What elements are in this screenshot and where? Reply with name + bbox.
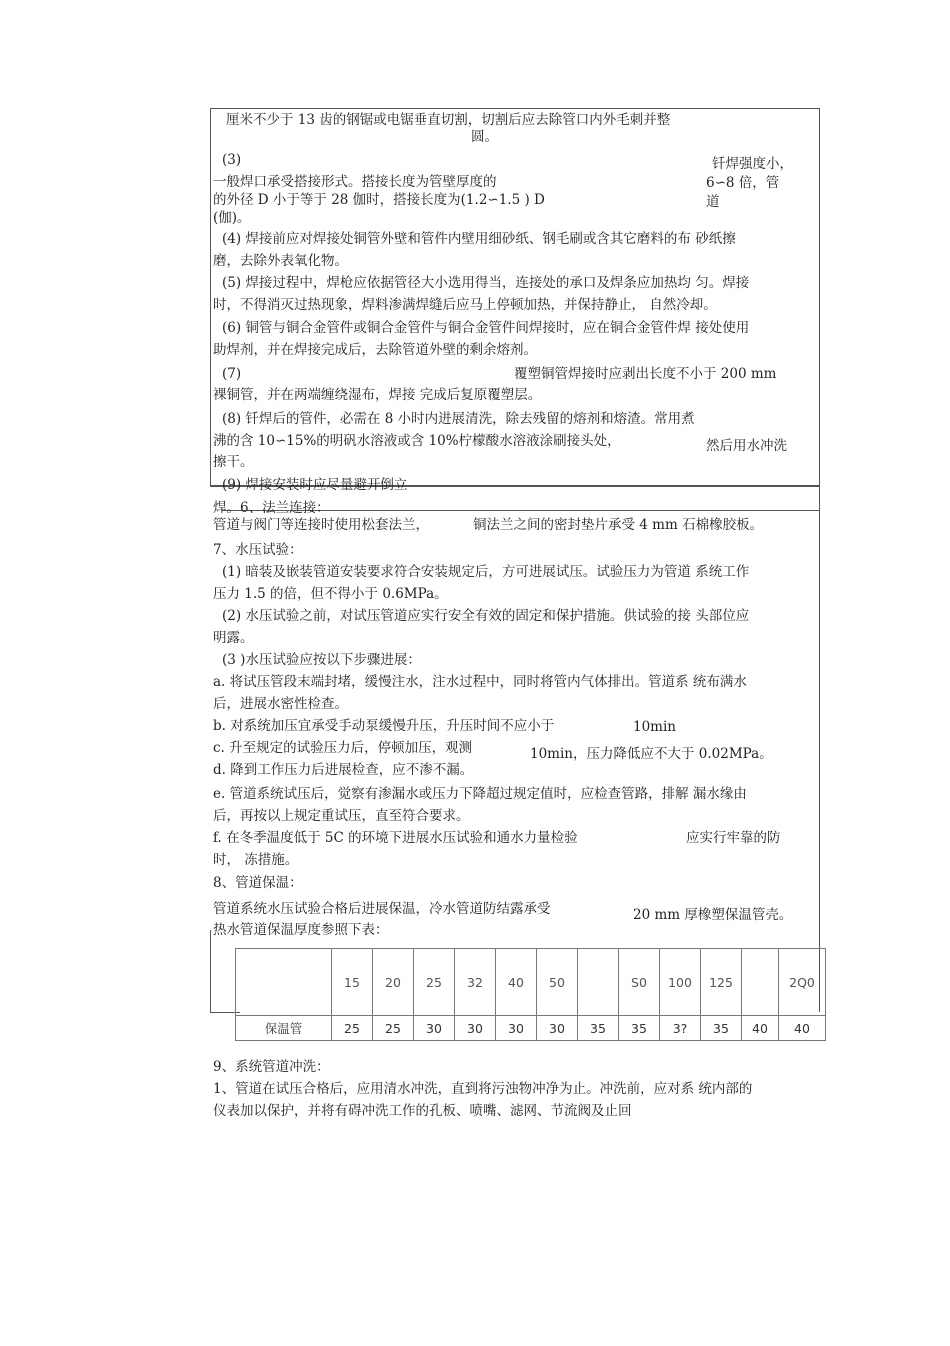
text-line: 8、管道保温： <box>213 875 303 891</box>
text-line: 7、水压试验： <box>213 542 303 558</box>
table-cell: 125 <box>701 949 742 1016</box>
table-row <box>236 949 826 1016</box>
table-cell: 25 <box>414 949 455 1016</box>
table-cell: 100 <box>660 949 701 1016</box>
text-line: 圆。 <box>471 129 498 145</box>
table-cell: 35 <box>619 1016 660 1041</box>
table-cell: 20 <box>373 949 414 1016</box>
text-line: (4) 焊接前应对焊接处铜管外壁和管件内壁用细砂纸、钢毛刷或含其它磨料的布 砂纸擦 <box>222 231 736 247</box>
text-line: 裸铜管，并在两端缠绕湿布，焊接 完成后复原覆塑层。 <box>213 387 542 403</box>
text-line: b. 对系统加压宜承受手动泵缓慢升压，升压时间不应小于 <box>213 718 555 734</box>
text-line: 压力 1.5 的倍，但不得小于 0.6MPa。 <box>213 586 448 602</box>
text-line: 铜法兰之间的密封垫片承受 4 mm 石棉橡胶板。 <box>473 517 764 533</box>
table-cell: 25 <box>332 1016 373 1041</box>
text-line: 20 mm 厚橡塑保温管壳。 <box>633 907 793 923</box>
text-line: 1、管道在试压合格后，应用清水冲洗，直到将污浊物冲净为止。冲洗前，应对系 统内部的 <box>213 1081 753 1097</box>
table-cell: 32 <box>455 949 496 1016</box>
text-line: (1) 暗装及嵌装管道安装要求符合安装规定后，方可进展试压。试验压力为管道 系统工作 <box>222 564 750 580</box>
table-cell <box>236 949 332 1016</box>
text-line: f. 在冬季温度低于 5C 的环境下进展水压试验和通水力量检验 <box>213 830 578 846</box>
text-line: (6) 铜管与铜合金管件或铜合金管件与铜合金管件间焊接时，应在铜合金管件焊 接处使用 <box>222 320 750 336</box>
text-line: 道 <box>706 194 720 210</box>
table-cell: 35 <box>578 1016 619 1041</box>
table-cell: 25 <box>373 1016 414 1041</box>
text-line: 时，不得消灭过热现象，焊料渗满焊缝后应马上停顿加热，并保持静止， 自然冷却。 <box>213 297 717 313</box>
table-cell: 3? <box>660 1016 701 1041</box>
table-cell: 30 <box>455 1016 496 1041</box>
text-line: 焊。6、法兰连接： <box>213 500 330 516</box>
text-line: 时， 冻措施。 <box>213 852 299 868</box>
text-line: 9、系统管道冲洗： <box>213 1059 330 1075</box>
text-line: d. 降到工作压力后进展检查，应不渗不漏。 <box>213 762 474 778</box>
text-line: (8) 钎焊后的管件，必需在 8 小时内进展清洗，除去残留的熔剂和熔渣。常用煮 <box>222 411 695 427</box>
table-cell: S0 <box>619 949 660 1016</box>
text-line: (9) 焊接安装时应尽量避开倒立 <box>222 477 408 493</box>
text-line: 的外径 D 小于等于 28 伽时，搭接长度为(1.2∽1.5 ) D <box>213 192 545 208</box>
text-line: (7) <box>222 366 242 382</box>
text-line: 然后用水冲洗 <box>706 438 787 454</box>
text-line: 磨，去除外表氧化物。 <box>213 253 348 269</box>
table-cell: 40 <box>779 1016 826 1041</box>
table-cell: 50 <box>537 949 578 1016</box>
text-line: 10min，压力降低应不大于 0.02MPa。 <box>530 746 773 762</box>
frame-left-lower <box>210 930 211 1012</box>
table-cell: 40 <box>496 949 537 1016</box>
text-line: (5) 焊接过程中，焊枪应依据管径大小选用得当，连接处的承口及焊条应加热均 匀。焊接 <box>222 275 750 291</box>
table-cell: 保温管 <box>236 1016 332 1041</box>
text-line: 钎焊强度小， <box>712 156 793 172</box>
insulation-thickness-table <box>235 948 826 1041</box>
text-line: 后，进展水密性检查。 <box>213 696 348 712</box>
text-line: 管道与阀门等连接时使用松套法兰， <box>213 517 429 533</box>
text-line: (3 )水压试验应按以下步骤进展： <box>222 652 421 668</box>
text-line: 10min <box>633 719 676 735</box>
text-line: 6∽8 倍，管 <box>706 175 780 191</box>
text-line: 沸的含 10∽15%的明矾水溶液或含 10%柠檬酸水溶液涂刷接头处， <box>213 433 621 449</box>
text-line: 仪表加以保护，并将有碍冲洗工作的孔板、喷嘴、滤网、节流阀及止回 <box>213 1103 632 1119</box>
text-line: 热水管道保温厚度参照下表： <box>213 922 389 938</box>
text-line: (伽)。 <box>213 210 251 226</box>
table-cell: 35 <box>701 1016 742 1041</box>
frame-right-lower <box>819 486 820 1012</box>
text-line: 助焊剂，并在焊接完成后，去除管道外壁的剩余熔剂。 <box>213 342 537 358</box>
text-line: 覆塑铜管焊接时应剥出长度不小于 200 mm <box>514 366 777 382</box>
table-cell <box>578 949 619 1016</box>
table-cell: 30 <box>496 1016 537 1041</box>
table-row <box>236 1016 826 1041</box>
text-line: c. 升至规定的试验压力后，停顿加压，观测 <box>213 740 473 756</box>
text-line: (2) 水压试验之前，对试压管道应实行安全有效的固定和保护措施。供试验的接 头部位应 <box>222 608 750 624</box>
text-line: 应实行牢靠的防 <box>686 830 781 846</box>
table-cell <box>742 949 779 1016</box>
table-cell: 40 <box>742 1016 779 1041</box>
text-line: (3) <box>222 152 242 168</box>
table-cell: 30 <box>414 1016 455 1041</box>
text-line: a. 将试压管段末端封堵，缓慢注水，注水过程中，同时将管内气体排出。管道系 统布满水 <box>213 674 747 690</box>
table-cell: 30 <box>537 1016 578 1041</box>
text-line: 明露。 <box>213 630 254 646</box>
text-line: 厘米不少于 13 齿的钢锯或电锯垂直切割，切割后应去除管口内外毛刺并整 <box>226 112 671 128</box>
text-line: 一般焊口承受搭接形式。搭接长度为管壁厚度的 <box>213 174 497 190</box>
table-cell: 2Q0 <box>779 949 826 1016</box>
text-line: e. 管道系统试压后，觉察有渗漏水或压力下降超过规定值时，应检查管路，排解 漏水缘由 <box>213 786 747 802</box>
table-cell: 15 <box>332 949 373 1016</box>
text-line: 后，再按以上规定重试压，直至符合要求。 <box>213 808 470 824</box>
text-line: 擦干。 <box>213 454 254 470</box>
text-line: 管道系统水压试验合格后进展保温，冷水管道防结露承受 <box>213 901 551 917</box>
